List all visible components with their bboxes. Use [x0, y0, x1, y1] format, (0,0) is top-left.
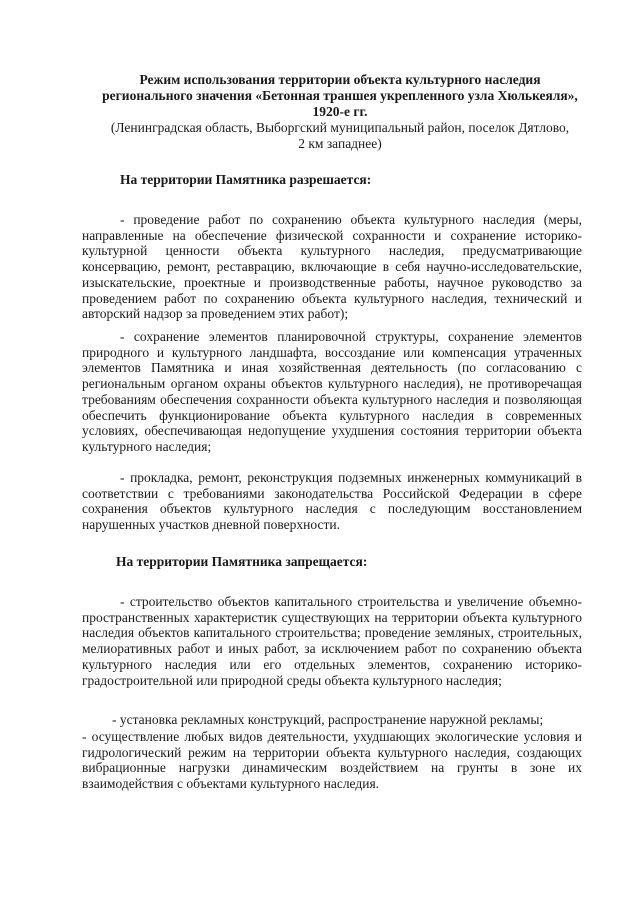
allowed-heading: На территории Памятника разрешается: — [120, 172, 372, 187]
document-title-line-3: 1920-е гг. — [312, 104, 368, 119]
forbidden-item-2: - установка рекламных конструкций, распространение наружной рекламы; — [112, 712, 544, 727]
document-location-line-2: 2 км западнее) — [298, 136, 382, 151]
forbidden-item-3: - осуществление любых видов деятельности, ухудшающих экологические условия и гидрологический режим на территории объекта культурного наследия, создающих вибрационные нагрузки динамическим воздействием на грунты в зоне их взаимодействия с объектами культурного наследия. — [82, 729, 582, 792]
document-title-line-1: Режим использования территории объекта культурного наследия — [139, 72, 541, 87]
document-location-line-1: (Ленинградская область, Выборгский муниципальный район, поселок Дятлово, — [110, 120, 570, 135]
forbidden-item-1: - строительство объектов капитального строительства и увеличение объемно-пространственных характеристик существующих на территории объекта культурного наследия объектов капитального строительства; проведение земляных, строительных, мелиоративных работ и иных работ, за исключением работ по сохранению объекта культурного наследия или его отдельных элементов, сохранению историко-градостроительной или природной среды объекта культурного наследия; — [82, 594, 582, 688]
allowed-item-2: - сохранение элементов планировочной структуры, сохранение элементов природного и культурного ландшафта, воссоздание или компенсация утраченных элементов Памятника и иная хозяйственная деятельность (по согласованию с региональным органом охраны объектов культурного наследия), не противоречащая требованиям обеспечения сохранности объекта культурного наследия и позволяющая обеспечить функционирование объекта культурного наследия в современных условиях, обеспечивающая недопущение ухудшения состояния территории объекта культурного наследия; — [82, 329, 582, 454]
forbidden-heading: На территории Памятника запрещается: — [116, 554, 368, 569]
allowed-item-1: - проведение работ по сохранению объекта культурного наследия (меры, направленные на обеспечение физической сохранности и сохранение историко-культурной ценности объекта культурного наследия, предусматривающие консервацию, ремонт, реставрацию, включающие в себя научно-исследовательские, изыскательские, проектные и производственные работы, научное руководство за проведением работ по сохранению объекта культурного наследия, технический и авторский надзор за проведением этих работ); — [82, 212, 582, 322]
allowed-item-3: - прокладка, ремонт, реконструкция подземных инженерных коммуникаций в соответствии с требованиями законодательства Российской Федерации в сфере сохранения объектов культурного наследия с последующим восстановлением нарушенных участков дневной поверхности. — [82, 470, 582, 533]
document-header — [70, 72, 610, 152]
document-title-line-2: регионального значения «Бетонная траншея укрепленного узла Хюлькеяля», — [102, 88, 578, 103]
